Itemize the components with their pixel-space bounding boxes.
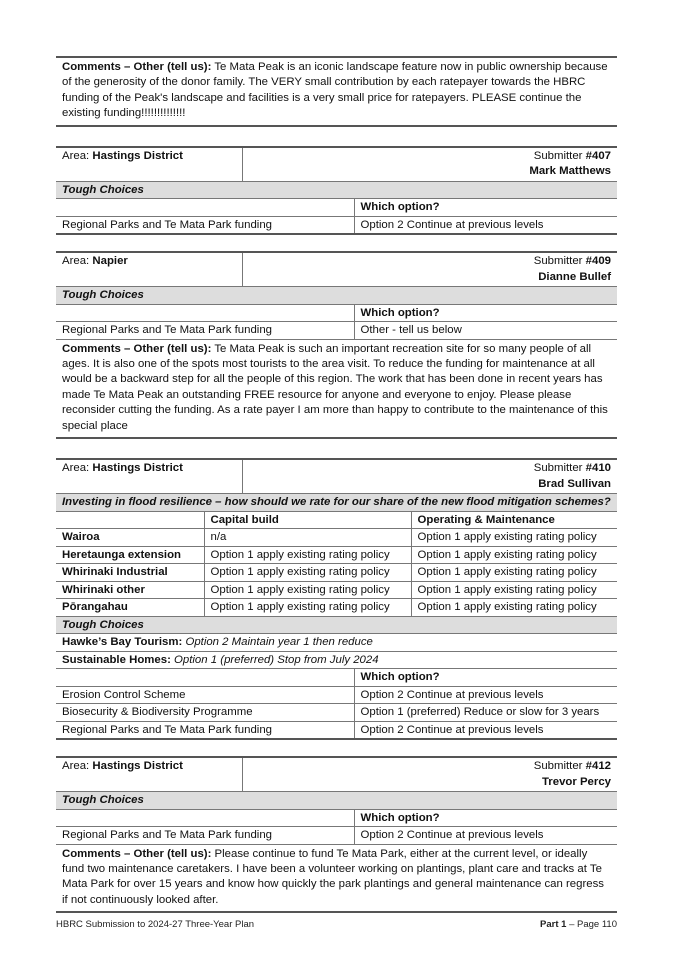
flood-row: Heretaunga extension Option 1 apply existing rating policy Option 1 apply existing rating policy xyxy=(56,546,617,564)
submitter-number: #407 xyxy=(585,149,611,162)
submission-409 xyxy=(56,251,617,439)
which-option-heading: Which option? xyxy=(354,669,617,687)
tough-choices-heading: Tough Choices xyxy=(56,617,617,634)
area-cell: Area: Hastings District xyxy=(56,148,242,181)
top-comment: Comments – Other (tell us): Te Mata Peak is an iconic landscape feature now in public ownership because of the generosity of the donor family. The VERY small contribution by each ratepayer towards the HBRC funding of the Peak's landscape and facilities is a very small price for ratepayers. PLEASE continue the existing funding!!!!!!!!!!!!!! xyxy=(56,56,617,127)
which-option-heading: Which option? xyxy=(354,304,617,322)
choice-item: Regional Parks and Te Mata Park funding xyxy=(56,322,354,340)
choice-item: Regional Parks and Te Mata Park funding xyxy=(56,216,354,233)
area-value: Hastings District xyxy=(92,760,183,773)
tough-choices-heading: Tough Choices xyxy=(56,181,617,199)
choice-item: Regional Parks and Te Mata Park funding xyxy=(56,721,354,738)
footer-title: HBRC Submission to 2024-27 Three-Year Plan xyxy=(56,919,255,930)
choice-item: Regional Parks and Te Mata Park funding xyxy=(56,827,354,845)
which-option-heading: Which option? xyxy=(354,809,617,827)
capital-build-heading: Capital build xyxy=(204,511,411,529)
submission-comment: Comments – Other (tell us): Te Mata Peak is such an important recreation site for so many people of all ages. It is also one of the spots most tourists to the area visit. To reduce the funding for maintenance at all would be a backward step for all the people of this region. The work that has been done in recent years has made Te Mata Peak an outstanding FREE resource for anyone and everyone to enjoy. Please please reconsider cutting the funding. As a rate payer I am more than happy to contribute to the maintenance of this special place xyxy=(62,342,608,432)
operating-heading: Operating & Maintenance xyxy=(411,511,617,529)
submission-410 xyxy=(56,458,617,740)
choice-item: Biosecurity & Biodiversity Programme xyxy=(56,704,354,722)
choice-option: Option 2 Continue at previous levels xyxy=(354,827,617,845)
choice-option: Other - tell us below xyxy=(354,322,617,340)
submitter-number: #410 xyxy=(585,462,611,475)
choice-option: Option 1 (preferred) Reduce or slow for 3 years xyxy=(354,704,617,722)
flood-row: Pōrangahau Option 1 apply existing rating policy Option 1 apply existing rating policy xyxy=(56,599,617,617)
comment-text: Te Mata Peak is such an important recreation site for so many people of all ages. It is also one of the spots most tourists to the area visit. To reduce the funding for maintenance at all would be a backward step for all the people of this region. The work that has been done in recent years has made Te Mata Peak an outstanding FREE resource for anyone and everyone to enjoy. Please please reconsider cutting the funding. As a rate payer I am more than happy to contribute to the maintenance of this special place xyxy=(62,342,608,432)
submitter-cell: Submitter #407 Mark Matthews xyxy=(529,149,611,178)
page-footer xyxy=(56,919,617,930)
choice-option: Option 2 Continue at previous levels xyxy=(360,218,544,231)
submission-comment: Comments – Other (tell us): Please continue to fund Te Mata Park, either at the current level, or ideally fund two maintenance caretakers. I have been a volunteer working on plantings, plant care and tracks at Te Mata Park for over 15 years and know how quickly the park plantings and general maintenance can regress if not continuously looked after. xyxy=(62,847,604,906)
comment-label: Comments – Other (tell us) xyxy=(62,61,208,73)
which-option-heading: Which option? xyxy=(354,199,617,217)
tough-choices-heading: Tough Choices xyxy=(56,792,617,810)
homes-row: Sustainable Homes: Option 1 (preferred) Stop from July 2024 xyxy=(56,651,617,669)
area-value: Hastings District xyxy=(92,462,183,475)
submitter-cell: Submitter #410 Brad Sullivan xyxy=(533,462,611,490)
area-value: Hastings District xyxy=(92,149,183,162)
submitter-name: Mark Matthews xyxy=(529,165,611,178)
area-cell: Area: Hastings District xyxy=(56,460,242,493)
choice-item: Erosion Control Scheme xyxy=(56,686,354,704)
submitter-number: #412 xyxy=(585,760,611,773)
comment-text: Te Mata Peak is an iconic landscape feature now in public ownership because of the generosity of the donor family. The VERY small contribution by each ratepayer towards the HBRC funding of the Peak's landscape and facilities is a very small price for ratepayers. PLEASE continue the existing funding!!!!!!!!!!!!!! xyxy=(62,61,608,120)
submitter-name: Trevor Percy xyxy=(541,775,611,788)
flood-row: Whirinaki Industrial Option 1 apply existing rating policy Option 1 apply existing rating policy xyxy=(56,564,617,582)
submitter-name: Brad Sullivan xyxy=(538,477,611,490)
submitter-cell: Submitter #409 Dianne Bullef xyxy=(533,255,611,283)
tough-choices-heading: Tough Choices xyxy=(56,287,617,305)
tourism-row: Hawke’s Bay Tourism: Option 2 Maintain year 1 then reduce xyxy=(56,634,617,652)
document-page xyxy=(56,56,617,913)
submitter-cell: Submitter #412 Trevor Percy xyxy=(533,760,611,788)
flood-resilience-heading: Investing in flood resilience – how should we rate for our share of the new flood mitigation schemes? xyxy=(56,494,617,512)
flood-row: Wairoa n/a Option 1 apply existing rating policy xyxy=(56,529,617,547)
page-number: Part 1 – Page 110 xyxy=(540,919,617,930)
submission-412 xyxy=(56,756,617,913)
submitter-number: #409 xyxy=(585,255,611,268)
submitter-name: Dianne Bullef xyxy=(538,270,611,283)
choice-option: Option 2 Continue at previous levels xyxy=(360,723,544,736)
area-cell: Area: Napier xyxy=(56,253,242,286)
area-value: Napier xyxy=(92,255,128,268)
area-cell: Area: Hastings District xyxy=(56,758,242,791)
flood-row: Whirinaki other Option 1 apply existing rating policy Option 1 apply existing rating policy xyxy=(56,581,617,599)
submission-407 xyxy=(56,146,617,236)
choice-option: Option 2 Continue at previous levels xyxy=(354,686,617,704)
comment-text: Please continue to fund Te Mata Park, either at the current level, or ideally fund two maintenance caretakers. I have been a volunteer working on plantings, plant care and tracks at Te Mata Park for over 15 years and know how quickly the park plantings and general maintenance can regress if not continuously looked after. xyxy=(62,847,604,906)
